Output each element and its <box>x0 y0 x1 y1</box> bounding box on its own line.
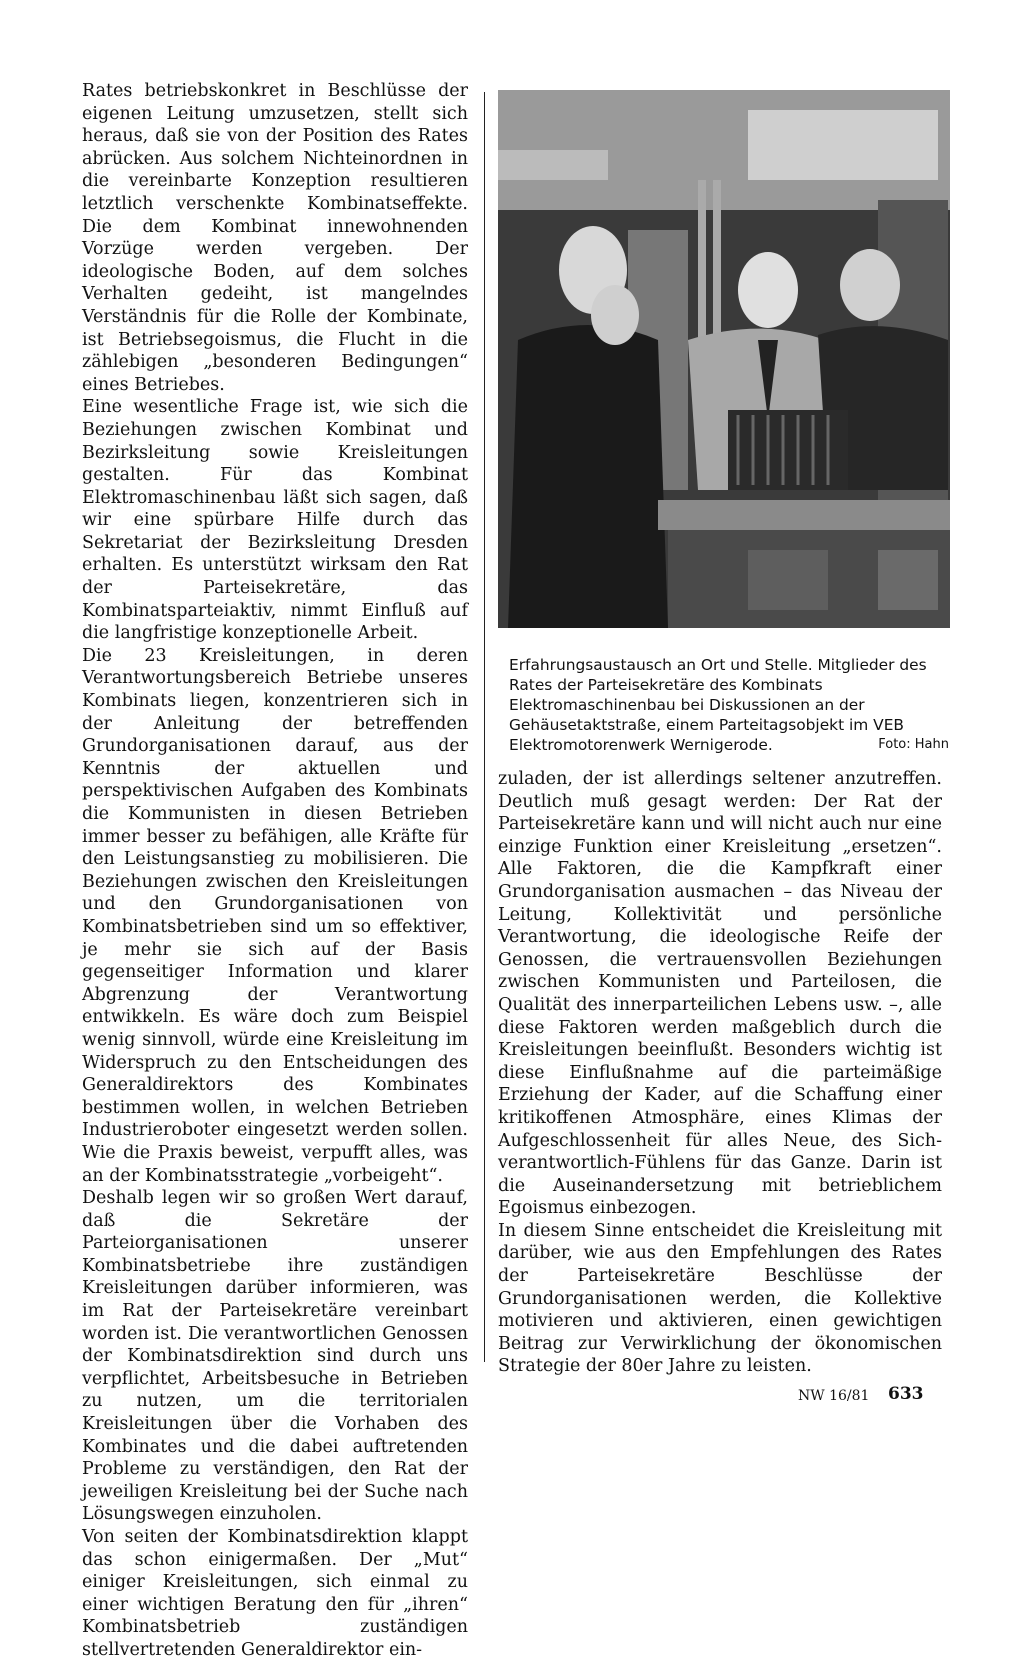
photo <box>498 90 950 628</box>
paragraph: Die 23 Kreisleitungen, in deren Verantwortungsbereich Betriebe unseres Kombinats liegen, konzentrieren sich in der Anleitung der betreffenden Grundorganisationen darauf, aus der Kenntnis der aktuellen und perspektivischen Aufgaben des Kombinats die Kommunisten in diesen Betrieben immer besser zu befähigen, alle Kräfte für den Leistungsanstieg zu mobilisieren. Die Beziehungen zwischen den Kreisleitungen und den Grundorganisationen von Kombinatsbetrieben sind um so effektiver, je mehr sie sich auf der Basis gegenseitiger Information und klarer Abgrenzung der Verantwortung entwikkeln. Es wäre doch zum Beispiel wenig sinnvoll, würde eine Kreisleitung im Widerspruch zu den Entscheidungen des Generaldirektors des Kombinates bestimmen wollen, in welchen Betrieben Industrieroboter eingesetzt werden sollen. Wie die Praxis beweist, verpufft alles, was an der Kombinatsstrategie „vorbeigeht“. <box>82 645 468 1186</box>
column-divider <box>484 92 485 1362</box>
paragraph: Von seiten der Kombinatsdirektion klappt das schon einigermaßen. Der „Mut“ einiger Kreisleitungen, sich einmal zu einer wichtigen Beratung den für „ihren“ Kombinatsbetrieb zuständigen stellvertretenden Generaldirektor ein- <box>82 1527 468 1660</box>
right-text-column <box>498 768 942 1378</box>
paragraph: Eine wesentliche Frage ist, wie sich die Beziehungen zwischen Kombinat und Bezirksleitung sowie Kreisleitungen gestalten. Für das Kombinat Elektromaschinenbau läßt sich sagen, daß wir eine spürbare Hilfe durch das Sekretariat der Bezirksleitung Dresden erhalten. Es unterstützt wirksam den Rat der Parteisekretäre, das Kombinatsparteiaktiv, nimmt Einfluß auf die langfristige konzeptionelle Arbeit. <box>82 397 468 644</box>
paragraph: zuladen, der ist allerdings seltener anzutreffen. Deutlich muß gesagt werden: Der Rat der Parteisekretäre kann und will nicht auch nur eine einzige Funktion einer Kreisleitung „ersetzen“. Alle Faktoren, die die Kampfkraft einer Grundorganisation ausmachen – das Niveau der Leitung, Kollektivität und persönliche Verantwortung, die ideologische Reife der Genossen, die vertrauensvollen Beziehungen zwischen Kommunisten und Parteilosen, die Qualität des innerparteilichen Lebens usw. –, alle diese Faktoren werden maßgeblich durch die Kreisleitungen beeinflußt. Besonders wichtig ist diese Einflußnahme auf die parteimäßige Erziehung der Kader, auf die Schaffung einer kritikoffenen Atmosphäre, eines Klimas der Aufgeschlossenheit für alles Neue, des Sich-verantwortlich-Fühlens für das Ganze. Darin ist die Auseinandersetzung mit betrieblichem Egoismus einbezogen. <box>498 769 942 1219</box>
caption-text: Erfahrungsaustausch an Ort und Stelle. Mitglieder des Rates der Parteisekretäre des Kombinats Elektromaschinenbau bei Diskussionen an der Gehäusetaktstraße, einem Parteitagsobjekt im VEB Elektromotorenwerk Wernigerode. <box>509 656 927 754</box>
paragraph: Deshalb legen wir so großen Wert darauf, daß die Sekretäre der Parteiorganisationen unserer Kombinatsbetriebe ihre zuständigen Kreisleitungen darüber informieren, was im Rat der Parteisekretäre vereinbart worden ist. Die verantwortlichen Genossen der Kombinatsdirektion sind durch uns verpflichtet, Arbeitsbesuche in Betrieben zu nutzen, um die territorialen Kreisleitungen über die Vorhaben des Kombinates und die dabei auftretenden Probleme zu verständigen, den Rat der jeweiligen Kreisleitung bei der Suche nach Lösungswegen einzuholen. <box>82 1188 468 1525</box>
paragraph: Rates betriebskonkret in Beschlüsse der eigenen Leitung umzusetzen, stellt sich heraus, daß sie von der Position des Rates abrücken. Aus solchem Nichteinordnen in die vereinbarte Konzeption resultieren letztlich verschenkte Kombinatseffekte. Die dem Kombinat innewohnenden Vorzüge werden vergeben. Der ideologische Boden, auf dem solches Verhalten gedeiht, ist mangelndes Verständnis für die Rolle der Kombinate, ist Betriebsegoismus, die Flucht in die zählebigen „besonderen Bedingungen“ eines Betriebes. <box>82 81 468 395</box>
photo-illustration <box>498 90 950 628</box>
page-number: 633 <box>888 1384 924 1404</box>
photo-caption <box>509 655 949 755</box>
left-text-column <box>82 80 468 1662</box>
photo-credit: Foto: Hahn <box>878 737 949 752</box>
paragraph: In diesem Sinne entscheidet die Kreisleitung mit darüber, wie aus den Empfehlungen des Rates der Parteisekretäre Beschlüsse der Grundorganisationen werden, die Kollektive motivieren und aktivieren, einen gewichtigen Beitrag zur Verwirklichung der ökonomischen Strategie der 80er Jahre zu leisten. <box>498 1220 942 1377</box>
issue-reference: NW 16/81 <box>798 1388 870 1404</box>
